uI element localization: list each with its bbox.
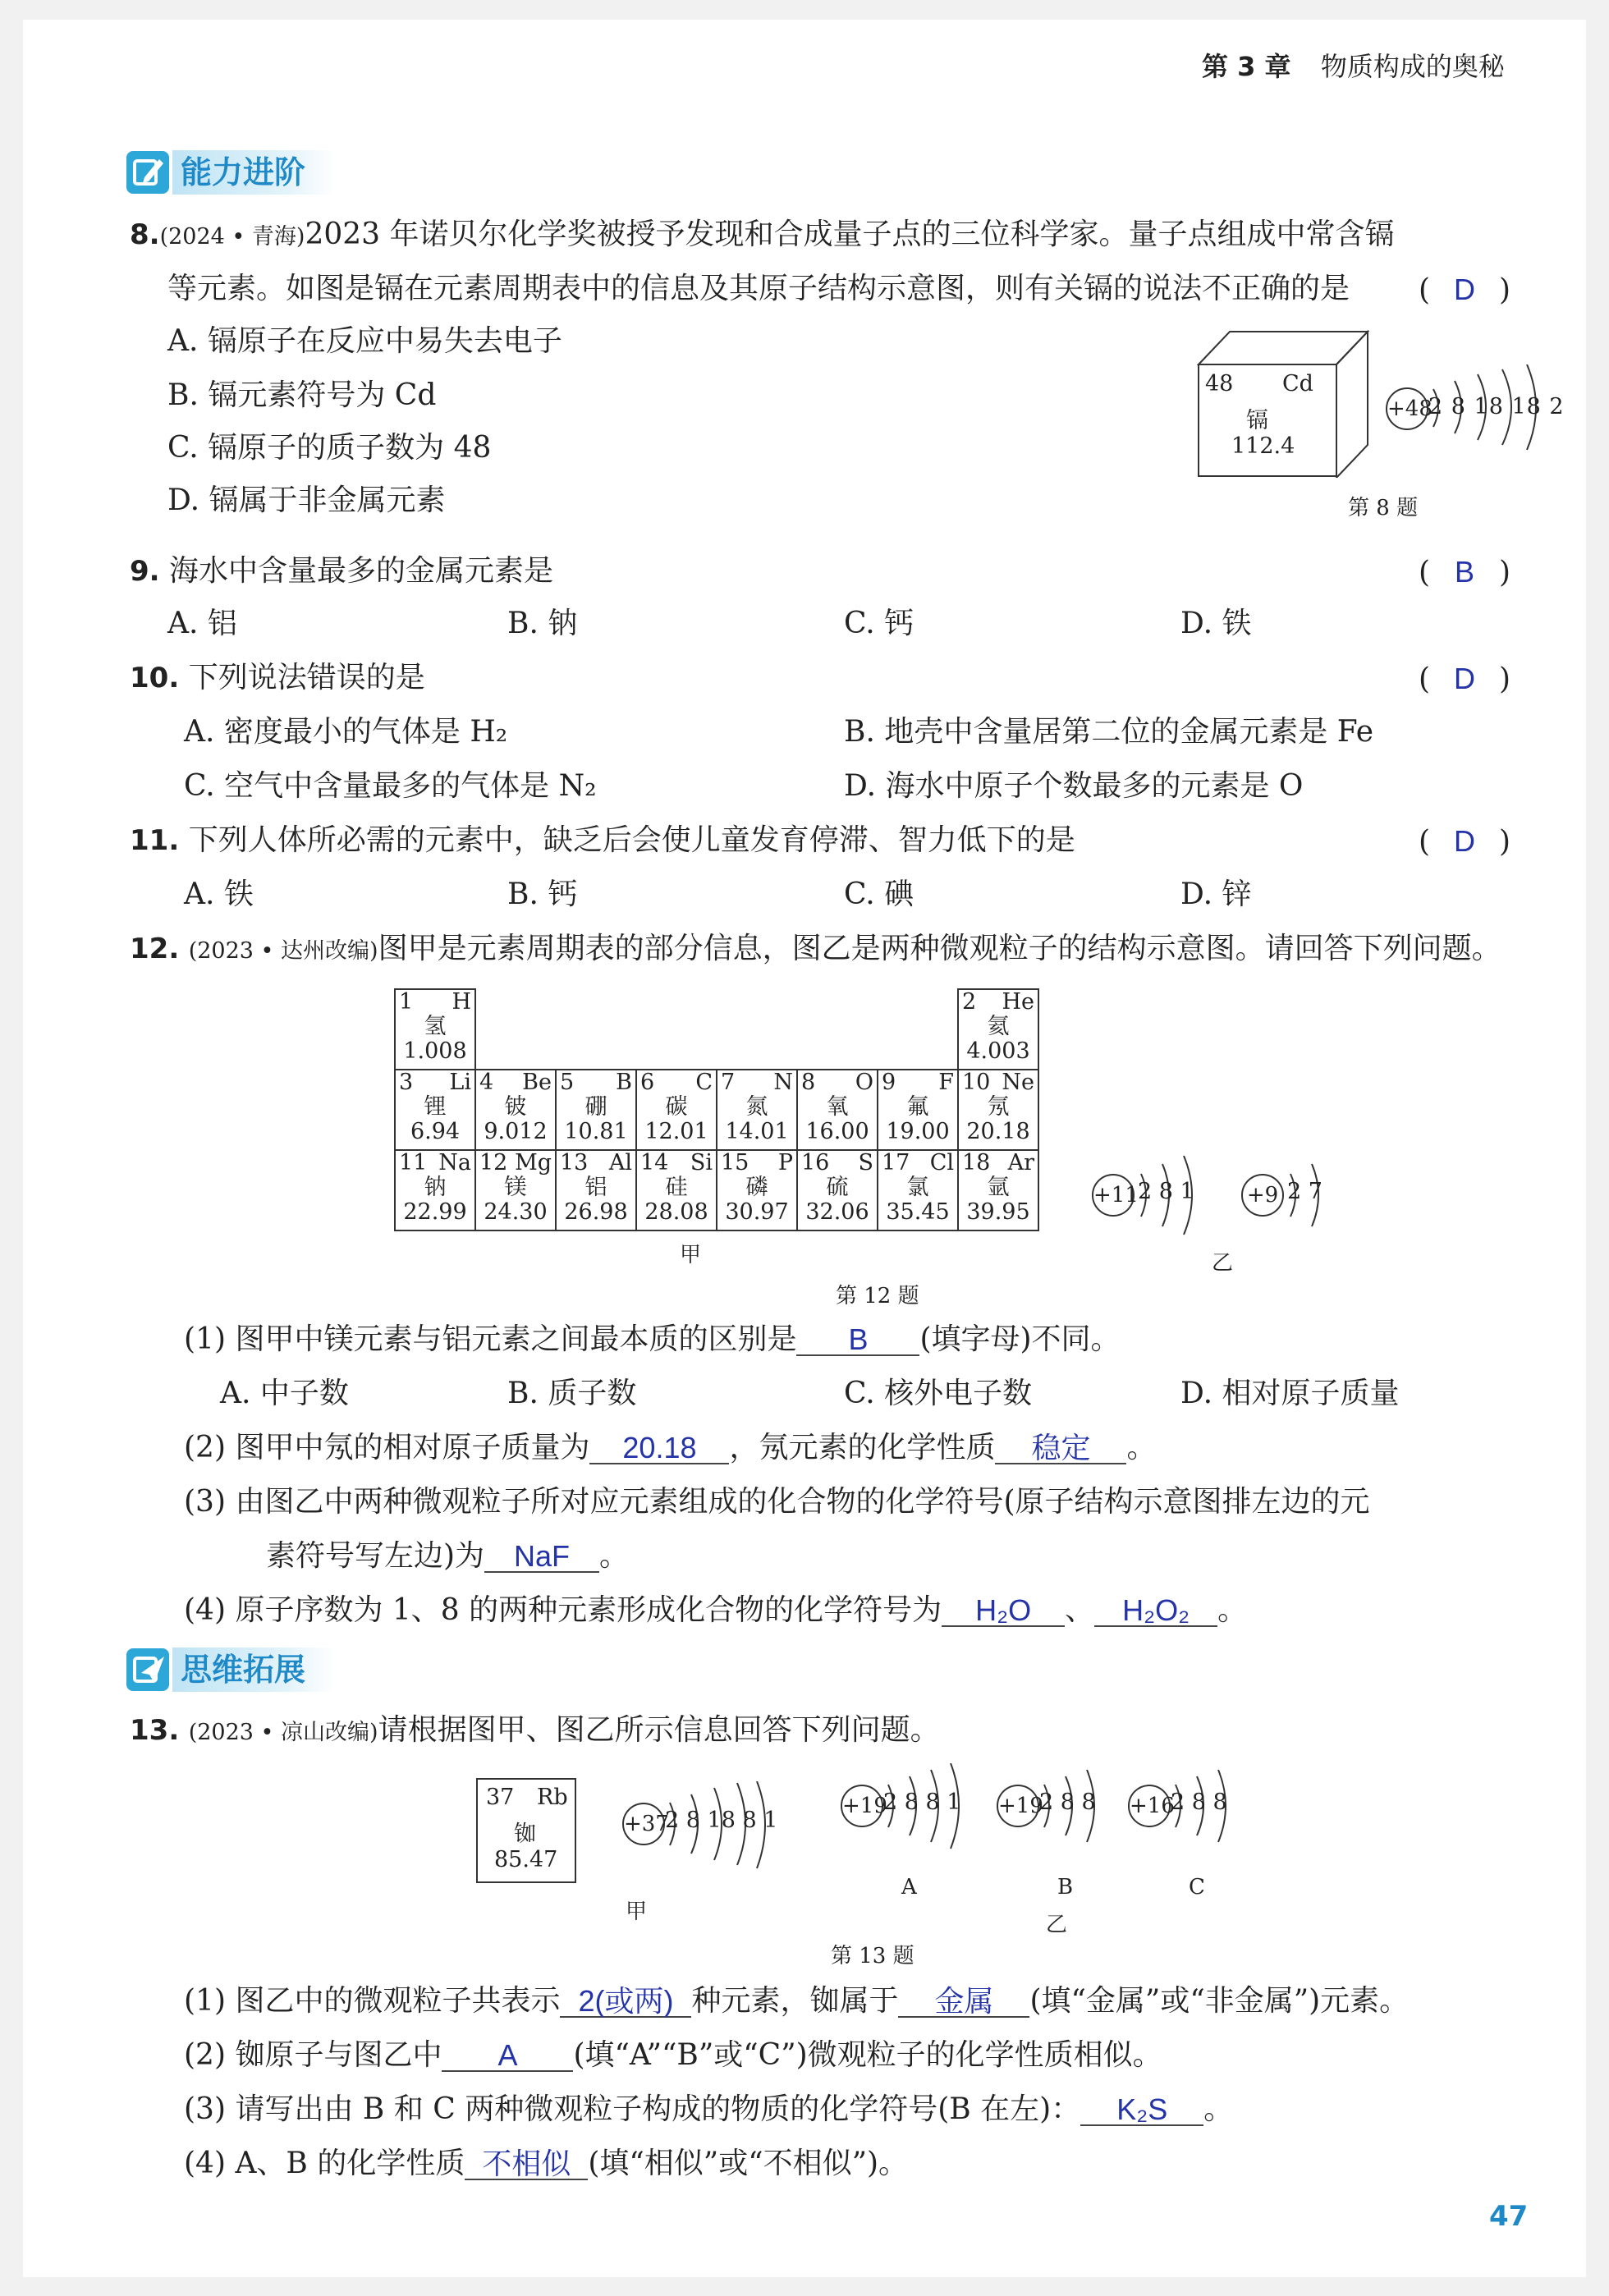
q13-text: 13. (2023 • 凉山改编)请根据图甲、图乙所示信息回答下列问题。 [130, 1713, 940, 1747]
q12-caption: 第 12 题 [836, 1284, 919, 1308]
pt-cell-f: 9 F 氟 19.00 [878, 1070, 958, 1150]
pt-cell-o: 8 O 氧 16.00 [797, 1070, 878, 1150]
q8-caption: 第 8 题 [1348, 496, 1419, 520]
q10-option-b: B. 地壳中含量居第二位的金属元素是 Fe [844, 715, 1374, 749]
pt-cell-be: 4 Be 铍 9.012 [475, 1070, 556, 1150]
pt-cell-p: 15 P 磷 30.97 [717, 1150, 797, 1230]
pt-cell-ar: 18 Ar 氩 39.95 [958, 1150, 1038, 1230]
q12-sub2-answer2: 稳定 [1031, 1431, 1091, 1464]
pt-cell-cl: 17 Cl 氯 35.45 [878, 1150, 958, 1230]
pencil-icon [126, 151, 169, 194]
q12-sub3-answer: NaF [514, 1539, 571, 1573]
q12-sub1-option-c: C. 核外电子数 [844, 1377, 1033, 1410]
q12-sub3-line2: 素符号写左边)为 NaF 。 [266, 1539, 630, 1573]
atom-b-shells: 2 8 8 [1039, 1790, 1096, 1815]
pt-cell-al: 13 Al 铝 26.98 [556, 1150, 636, 1230]
cd-symbol: Cd [1282, 371, 1313, 396]
q12-sub2: (2) 图甲中氖的相对原子质量为 20.18 ，氖元素的化学性质 稳定 。 [184, 1431, 1157, 1464]
pt-cell-n: 7 N 氮 14.01 [717, 1070, 797, 1150]
rb-symbol: Rb [537, 1785, 568, 1810]
q11-option-b: B. 钙 [507, 878, 578, 911]
q10-answer: ( D ) [1419, 662, 1511, 696]
rb-shells: 2 8 18 8 1 [665, 1808, 778, 1833]
rb-element-card [476, 1778, 576, 1883]
pt-cell-si: 14 Si 硅 28.08 [636, 1150, 717, 1230]
q12-sub1-option-d: D. 相对原子质量 [1180, 1377, 1400, 1410]
q13-sub2-answer: A [497, 2038, 518, 2072]
q9-option-d: D. 铁 [1180, 607, 1252, 640]
q8-line2: 等元素。如图是镉在元素周期表中的信息及其原子结构示意图，则有关镉的说法不正确的是 [167, 272, 1350, 305]
cd-mass: 112.4 [1231, 433, 1295, 459]
q8-option-d: D. 镉属于非金属元素 [167, 483, 446, 517]
atom-b-label: B [1057, 1875, 1074, 1900]
page-number: 47 [1489, 2200, 1529, 2233]
pt-cell-he: 2 He 氦 4.003 [958, 989, 1038, 1070]
cd-nucleus: +48 [1386, 387, 1428, 430]
cd-name: 镉 [1246, 408, 1268, 433]
q13-sub2: (2) 铷原子与图乙中 A (填“A”“B”或“C”)微观粒子的化学性质相似。 [184, 2038, 1162, 2072]
q12-label-b: 乙 [1212, 1251, 1234, 1276]
q12-sub1-option-a: A. 中子数 [220, 1377, 349, 1410]
section-thinking [126, 1645, 335, 1694]
q11-option-c: C. 碘 [844, 878, 915, 911]
pt-cell-li: 3 Li 锂 6.94 [395, 1070, 475, 1150]
q13-sub1-answer2: 金属 [934, 1984, 994, 2018]
q13-label-a: 甲 [626, 1900, 648, 1924]
q13-label-b: 乙 [1046, 1913, 1068, 1937]
cd-shells: 2 8 18 18 2 [1428, 394, 1565, 419]
q12-sub1-answer: B [848, 1322, 869, 1356]
cd-number: 48 [1205, 371, 1234, 396]
q8-option-a: A. 镉原子在反应中易失去电子 [167, 324, 562, 358]
q10-option-c: C. 空气中含量最多的气体是 N₂ [184, 769, 597, 803]
atom-a-shells: 2 8 8 1 [883, 1790, 961, 1815]
q11-option-d: D. 锌 [1180, 878, 1252, 911]
q8-answer: ( D ) [1419, 273, 1511, 307]
pt-cell-na: 11 Na 钠 22.99 [395, 1150, 475, 1230]
periodic-table-excerpt [394, 988, 1039, 1231]
pt-cell-c: 6 C 碳 12.01 [636, 1070, 717, 1150]
q8-option-c: C. 镉原子的质子数为 48 [167, 431, 492, 465]
q8-option-b: B. 镉元素符号为 Cd [167, 378, 437, 412]
paper-plane-icon [126, 1648, 169, 1691]
section-ability [126, 148, 335, 197]
q13-sub1: (1) 图乙中的微观粒子共表示 2(或两) 种元素，铷属于 金属 (填“金属”或“非金属”)元素。 [184, 1984, 1410, 2018]
section-title: 能力进阶 [172, 150, 335, 195]
pt-cell-mg: 12 Mg 镁 24.30 [475, 1150, 556, 1230]
q11-option-a: A. 铁 [184, 878, 254, 911]
f-nucleus: +9 [1241, 1174, 1284, 1217]
pt-cell-ne: 10 Ne 氖 20.18 [958, 1070, 1038, 1150]
q10-option-d: D. 海水中原子个数最多的元素是 O [844, 769, 1304, 803]
atom-c-nucleus: +16 [1128, 1785, 1171, 1827]
atom-a-label: A [901, 1875, 917, 1900]
atom-c-label: C [1189, 1875, 1205, 1900]
rb-name: 铷 [514, 1822, 536, 1847]
q13-sub3-answer: K₂S [1116, 2092, 1168, 2126]
rb-number: 37 [486, 1785, 515, 1810]
atom-a-nucleus: +19 [841, 1785, 883, 1827]
rb-mass: 85.47 [494, 1847, 558, 1872]
chapter-title: 物质构成的奥秘 [1320, 51, 1505, 82]
q9-option-a: A. 铝 [167, 607, 237, 640]
q12-text: 12. (2023 • 达州改编)图甲是元素周期表的部分信息，图乙是两种微观粒子的结构示意图。请回答下列问题。 [130, 932, 1501, 965]
q12-sub1: (1) 图甲中镁元素与铝元素之间最本质的区别是 B (填字母)不同。 [184, 1322, 1121, 1356]
section-title: 思维拓展 [172, 1648, 335, 1692]
q13-sub1-answer1: 2(或两) [578, 1984, 674, 2018]
q10-option-a: A. 密度最小的气体是 H₂ [184, 715, 508, 749]
pt-cell-s: 16 S 硫 32.06 [797, 1150, 878, 1230]
na-shells: 2 8 1 [1138, 1179, 1194, 1204]
q8-line1: 8.(2024 • 青海)2023 年诺贝尔化学奖被授予发现和合成量子点的三位科学家。量子点组成中常含镉 [130, 218, 1395, 251]
q12-sub4-answer2: H₂O₂ [1122, 1593, 1190, 1627]
na-nucleus: +11 [1092, 1174, 1135, 1217]
rb-nucleus: +37 [622, 1803, 665, 1845]
q12-sub1-option-b: B. 质子数 [507, 1377, 637, 1410]
q13-sub4-answer: 不相似 [482, 2147, 571, 2180]
q9-answer: ( B ) [1419, 555, 1511, 589]
q13-sub4: (4) A、B 的化学性质 不相似 (填“相似”或“不相似”)。 [184, 2147, 909, 2180]
q12-sub2-answer1: 20.18 [622, 1431, 697, 1464]
q11-answer: ( D ) [1419, 824, 1511, 859]
q13-caption: 第 13 题 [831, 1944, 915, 1968]
atom-c-shells: 2 8 8 [1171, 1790, 1227, 1815]
q9-text: 9. 海水中含量最多的金属元素是 [130, 554, 554, 588]
q12-sub4-answer1: H₂O [975, 1593, 1032, 1627]
f-shells: 2 7 [1287, 1179, 1322, 1204]
q12-sub3-line1: (3) 由图乙中两种微观粒子所对应元素组成的化合物的化学符号(原子结构示意图排左边的元 [184, 1485, 1370, 1519]
q12-label-a: 甲 [680, 1243, 702, 1267]
atom-b-nucleus: +19 [997, 1785, 1039, 1827]
pt-cell-h: 1 H 氢 1.008 [395, 989, 475, 1070]
q13-sub3: (3) 请写出由 B 和 C 两种微观粒子构成的物质的化学符号(B 在左)： K₂S 。 [184, 2092, 1234, 2126]
q9-option-c: C. 钙 [844, 607, 915, 640]
page [23, 20, 1586, 2277]
chapter-number: 第 3 章 [1202, 51, 1291, 82]
q9-option-b: B. 钠 [507, 607, 578, 640]
pt-cell-b: 5 B 硼 10.81 [556, 1070, 636, 1150]
q12-sub4: (4) 原子序数为 1、8 的两种元素形成化合物的化学符号为 H₂O 、 H₂O₂ 。 [184, 1593, 1248, 1627]
q11-text: 11. 下列人体所必需的元素中，缺乏后会使儿童发育停滞、智力低下的是 [130, 823, 1075, 857]
page-header [1202, 46, 1505, 84]
q10-text: 10. 下列说法错误的是 [130, 661, 425, 694]
